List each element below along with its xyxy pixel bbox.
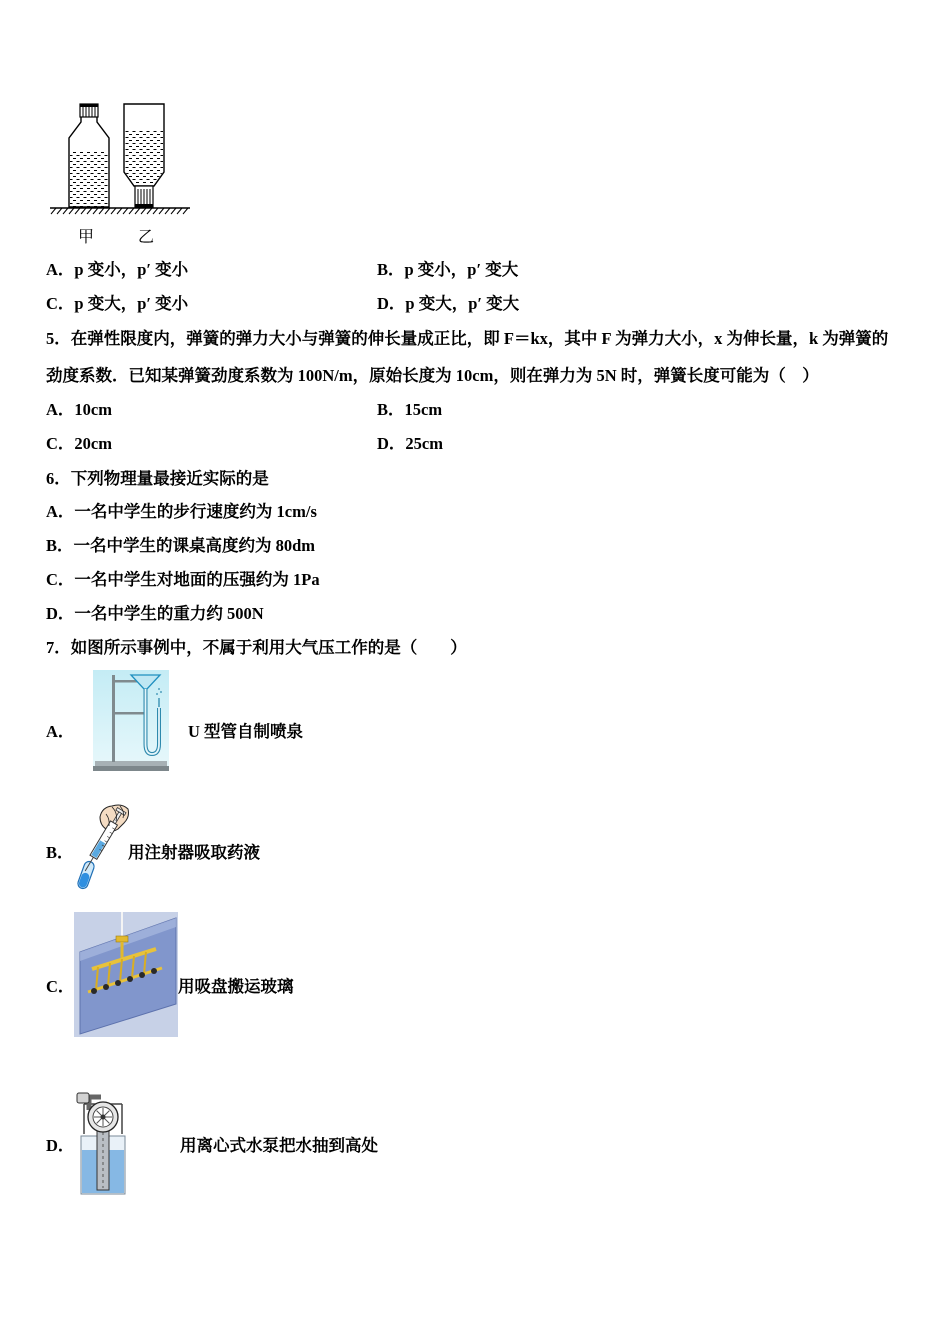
two-bottles-figure [48,100,193,250]
q5-stem: 5．在弹性限度内，弹簧的弹力大小与弹簧的伸长量成正比，即 F＝kx，其中 F 为弹力大小，x 为伸长量，k 为弹簧的劲度系数．已知某弹簧劲度系数为 100N/m，原始长度为 10cm，则在弹力为 5N 时，弹簧长度可能为（ ） [46,329,889,385]
u-tube-fountain-icon [93,670,169,771]
q7-option-a-caption: U 型管自制喷泉 [188,722,304,741]
q6-option-d: D．一名中学生的重力约 500N [46,604,264,623]
q5-option-b: B．15cm [377,400,443,419]
q6-option-b: B．一名中学生的课桌高度约为 80dm [46,536,316,555]
inverted-bottle [124,104,164,207]
q5-option-a: A．10cm [46,400,112,419]
q6-stem: 6．下列物理量最接近实际的是 [46,469,269,488]
q7-option-b-key: B． [46,843,74,862]
q6-option-c: C．一名中学生对地面的压强约为 1Pa [46,570,320,589]
syringe-image [72,803,130,891]
q5-option-d: D．25cm [377,434,443,453]
q5-option-c: C．20cm [46,434,112,453]
suction-cup-lifter-icon [74,912,178,1037]
q4-option-b: B．p 变小，p′ 变大 [377,260,519,279]
centrifugal-pump-icon [75,1092,137,1196]
two-bottles-icon [48,100,193,250]
centrifugal-pump-image [75,1092,137,1196]
q4-option-a: A．p 变小，p′ 变小 [46,260,189,279]
upright-bottle [69,104,109,207]
q7-option-c-key: C． [46,977,75,996]
q7-option-c-caption: 用吸盘搬运玻璃 [178,977,294,996]
q7-option-d-caption: 用离心式水泵把水抽到高处 [180,1136,378,1155]
q7-option-a-key: A． [46,722,75,741]
suction-cup-lifter-image [74,912,178,1037]
q7-option-d-key: D． [46,1136,75,1155]
q4-option-d: D．p 变大，p′ 变大 [377,294,520,313]
figure-label-left: 甲 [77,227,95,246]
ground-line [50,208,190,214]
q6-option-a: A．一名中学生的步行速度约为 1cm/s [46,502,317,521]
q4-option-c: C．p 变大，p′ 变小 [46,294,189,313]
syringe-icon [72,803,130,891]
u-tube-fountain-image [93,670,169,771]
figure-label-right: 乙 [137,227,155,246]
q7-option-b-caption: 用注射器吸取药液 [128,843,260,862]
q7-stem: 7．如图所示事例中，不属于利用大气压工作的是（ ） [46,638,467,657]
